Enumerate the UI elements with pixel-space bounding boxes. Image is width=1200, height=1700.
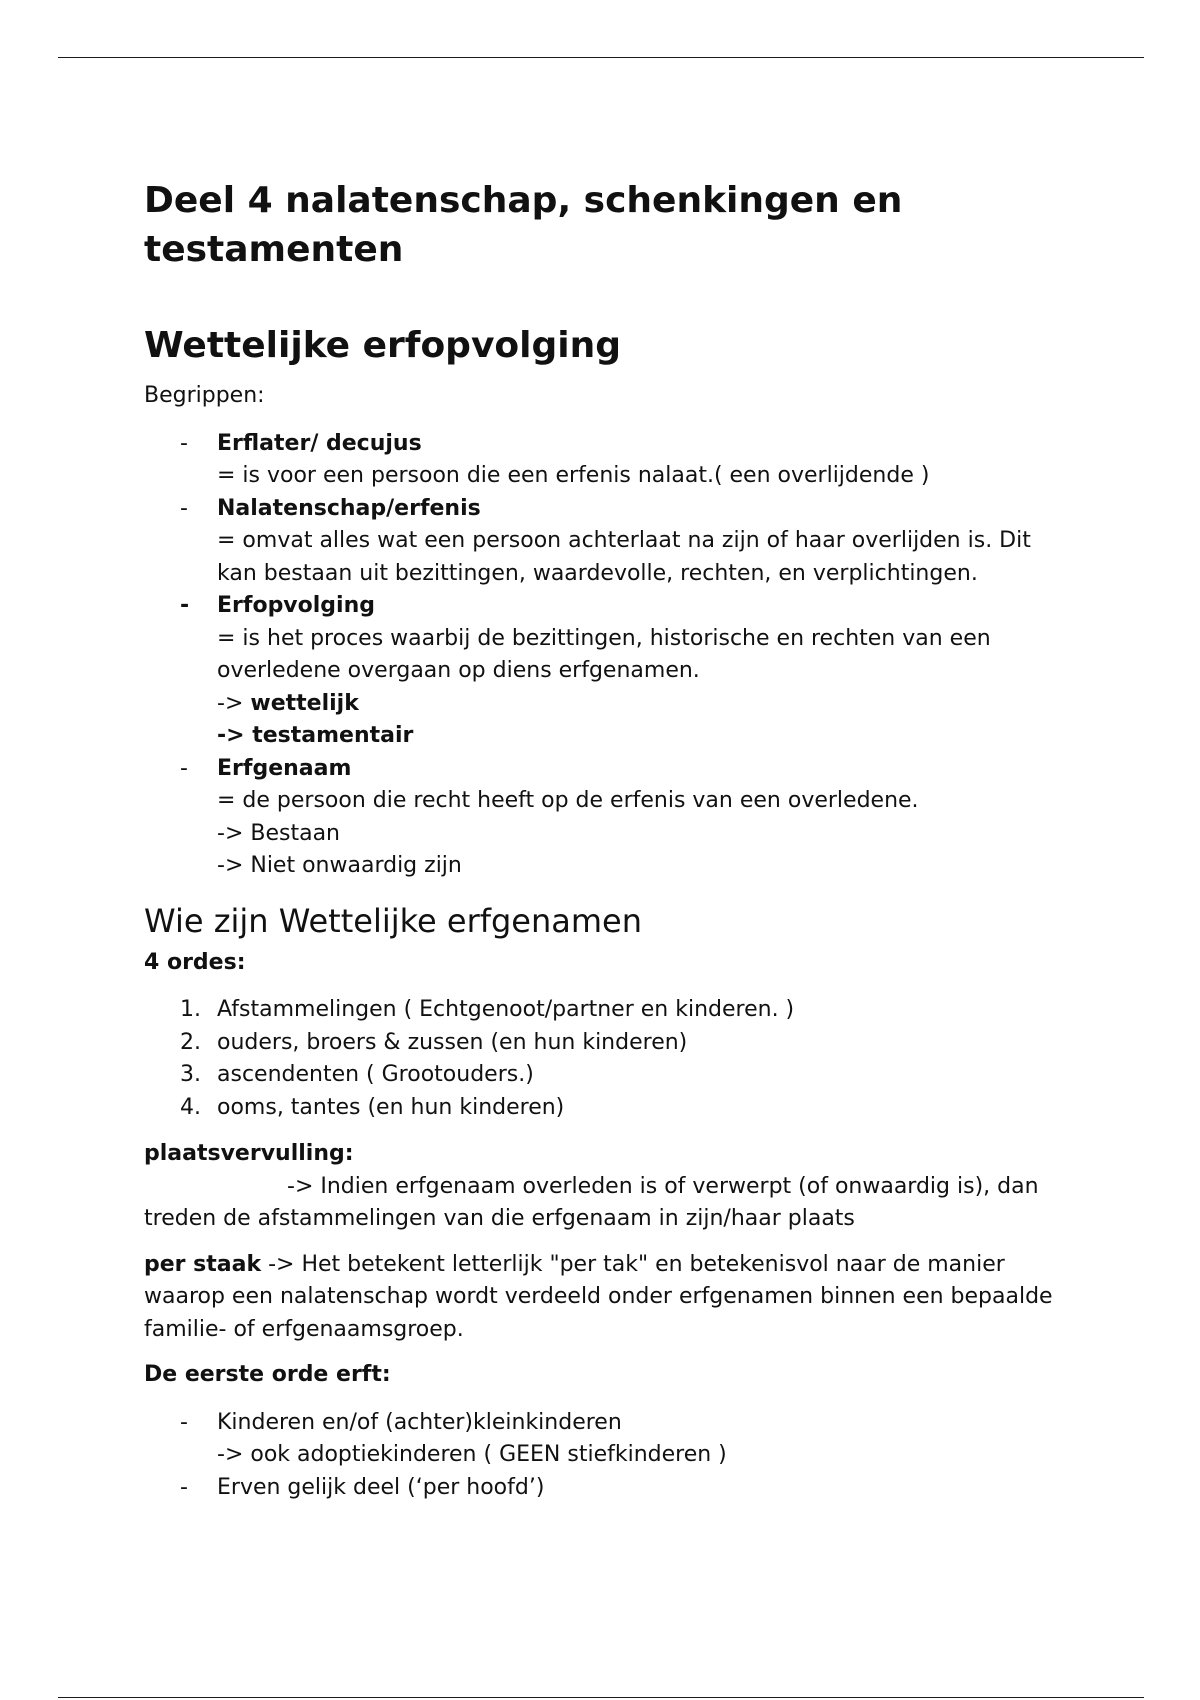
per-staak-paragraph [144, 1249, 1064, 1347]
first-order-text: Kinderen en/of (achter)kleinkinderen [217, 1409, 622, 1435]
term-item [144, 493, 1064, 591]
term-definition: = omvat alles wat een persoon achterlaat na zijn of haar overlijden is. Dit kan bestaan uit bezittingen, waardevolle, rechten, en verplichtingen. [217, 528, 1031, 586]
term-label: Erfopvolging [217, 593, 376, 618]
order-item [144, 994, 1064, 1027]
term-label: Nalatenschap/erfenis [217, 495, 481, 521]
term-item [144, 428, 1064, 493]
intro-text: Begrippen: [144, 383, 265, 408]
dash-marker: - [180, 593, 190, 618]
dash-marker: - [180, 495, 188, 521]
bottom-rule [58, 1697, 1144, 1698]
order-text: ascendenten ( Grootouders.) [217, 1062, 534, 1087]
order-text: Afstammelingen ( Echtgenoot/partner en kinderen. ) [217, 997, 795, 1022]
first-order-item [144, 1407, 1064, 1472]
section-heading: Wettelijke erfopvolging [144, 325, 621, 366]
page-title: Deel 4 nalatenschap, schenkingen en testamenten [144, 180, 903, 270]
term-definition: = de persoon die recht heeft op de erfenis van een overledene. [217, 788, 919, 813]
order-number: 2. [180, 1029, 201, 1055]
term-subline: -> wettelijk [217, 690, 359, 716]
per-staak-text: -> Het betekent letterlijk "per tak" en betekenisvol naar de manier waarop een nalatenschap wordt verdeeld onder erfgenamen binnen een bepaalde familie- of erfgenaamsgroep. [144, 1251, 1053, 1342]
term-label: Erflater/ decujus [217, 430, 422, 456]
first-order-list [144, 1407, 1064, 1505]
substitution-label: plaatsvervulling: [144, 1141, 354, 1166]
term-subline-keyword: wettelijk [250, 690, 359, 716]
term-label: Erfgenaam [217, 755, 352, 781]
order-text: ooms, tantes (en hun kinderen) [217, 1094, 565, 1120]
term-subline: -> Bestaan [217, 820, 340, 846]
dash-marker: - [180, 755, 188, 781]
per-staak-label: per staak [144, 1251, 262, 1277]
dash-marker: - [180, 430, 188, 456]
terms-list [144, 428, 1064, 883]
document-body [144, 176, 1064, 1504]
term-definition: = is het proces waarbij de bezittingen, historische en rechten van een overledene overgaan op diens erfgenamen. [217, 625, 991, 683]
first-order-label: De eerste orde erft: [144, 1362, 391, 1387]
substitution-text: -> Indien erfgenaam overleden is of verwerpt (of onwaardig is), dan treden de afstammelingen van die erfgenaam in zijn/haar plaats [144, 1173, 1039, 1231]
dash-marker: - [180, 1409, 188, 1435]
order-item [144, 1059, 1064, 1092]
term-definition: = is voor een persoon die een erfenis nalaat.( een overlijdende ) [217, 463, 930, 488]
first-order-subline: -> ook adoptiekinderen ( GEEN stiefkinderen ) [217, 1442, 727, 1467]
first-order-item [144, 1472, 1064, 1505]
dash-marker: - [180, 1474, 188, 1500]
term-subline: -> Niet onwaardig zijn [217, 853, 462, 878]
heirs-heading: Wie zijn Wettelijke erfgenamen [144, 901, 643, 940]
orders-list [144, 994, 1064, 1124]
orders-label: 4 ordes: [144, 949, 246, 975]
order-number: 3. [180, 1062, 201, 1087]
order-number: 4. [180, 1094, 201, 1120]
order-text: ouders, broers & zussen (en hun kinderen) [217, 1029, 688, 1055]
order-item [144, 1092, 1064, 1125]
top-rule [58, 57, 1144, 58]
order-number: 1. [180, 997, 201, 1022]
term-item [144, 753, 1064, 883]
term-subline: -> testamentair [217, 723, 414, 748]
order-item [144, 1027, 1064, 1060]
first-order-text: Erven gelijk deel (‘per hoofd’) [217, 1474, 545, 1500]
term-item [144, 590, 1064, 753]
